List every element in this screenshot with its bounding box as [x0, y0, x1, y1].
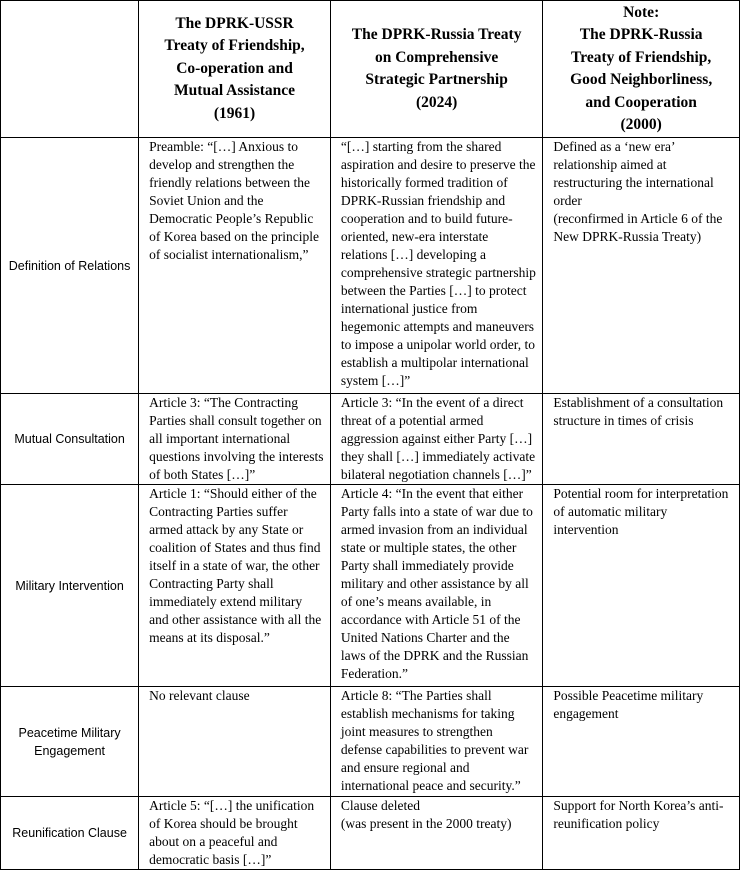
header-line: (1961)	[213, 104, 256, 122]
header-line: (2000)	[620, 116, 662, 133]
header-line: Co-operation and	[176, 59, 293, 77]
row-label: Military Intervention	[1, 485, 139, 687]
table-row-mutual-consultation	[1, 394, 740, 485]
cell-note: Potential room for interpretation of automatic military intervention	[543, 485, 740, 687]
header-line: The DPRK-Russia	[579, 26, 703, 43]
header-empty-cell	[1, 1, 139, 138]
cell-note: Establishment of a consultation structure in times of crisis	[543, 394, 740, 485]
cell-2024: “[…] starting from the shared aspiration and desire to preserve the historically formed tradition of DPRK-Russian friendship and cooperation and to build future-oriented, new-era interstate relations […] developing a comprehensive strategic partnership between the Parties […] to protect international justice from hegemonic attempts and maneuvers to impose a unipolar world order, to establish a multipolar international system […]”	[330, 138, 542, 394]
row-label: Mutual Consultation	[1, 394, 139, 485]
table-row-definition-of-relations	[1, 138, 740, 394]
header-2000-treaty-note	[543, 1, 740, 138]
header-line: Good Neighborliness,	[570, 71, 713, 88]
cell-2024: Article 8: “The Parties shall establish mechanisms for taking joint measures to strengthen defense capabilities to prevent war and ensure regional and international peace and security.”	[330, 687, 542, 797]
row-label: Reunification Clause	[1, 797, 139, 870]
header-1961-treaty	[139, 1, 331, 138]
table-row-military-intervention	[1, 485, 740, 687]
header-line: Note:	[623, 3, 660, 21]
cell-note: Support for North Korea’s anti-reunification policy	[543, 797, 740, 870]
header-line: Treaty of Friendship,	[164, 37, 305, 55]
row-label: Definition of Relations	[1, 138, 139, 394]
header-line: and Cooperation	[585, 93, 697, 111]
cell-1961: Article 5: “[…] the unification of Korea should be brought about on a peaceful and democratic basis […]”	[139, 797, 331, 870]
header-2024-treaty	[330, 1, 542, 138]
header-line: (2024)	[415, 93, 458, 111]
cell-1961: Article 1: “Should either of the Contracting Parties suffer armed attack by any State or coalition of States and thus find itself in a state of war, the other Contracting Party shall immediately extend military and other assistance with all the means at its disposal.”	[139, 485, 331, 687]
header-row	[1, 1, 740, 138]
cell-1961: Preamble: “[…] Anxious to develop and strengthen the friendly relations between the Soviet Union and the Democratic People’s Republic of Korea based on the principle of socialist internationalism,”	[139, 138, 331, 394]
table-row-reunification-clause	[1, 797, 740, 870]
header-line: The DPRK-Russia Treaty	[351, 26, 522, 43]
cell-1961: Article 3: “The Contracting Parties shall consult together on all important international questions involving the interests of both States […]”	[139, 394, 331, 485]
header-line: on Comprehensive	[374, 48, 499, 66]
cell-2024: Article 4: “In the event that either Party falls into a state of war due to armed invasion from an individual state or multiple states, the other Party shall immediately provide military and other assistance by all of one’s means available, in accordance with Article 51 of the United Nations Charter and the laws of the DPRK and the Russian Federation.”	[330, 485, 542, 687]
header-line: Mutual Assistance	[174, 82, 296, 100]
row-label: Peacetime Military Engagement	[1, 687, 139, 797]
cell-2024: Article 3: “In the event of a direct threat of a potential armed aggression against either Party […] they shall […] immediately activate bilateral negotiation channels […]”	[330, 394, 542, 485]
header-line: The DPRK-USSR	[175, 14, 294, 32]
header-line: Treaty of Friendship,	[571, 48, 712, 66]
cell-2024: Clause deleted (was present in the 2000 treaty)	[330, 797, 542, 870]
cell-note: Possible Peacetime military engagement	[543, 687, 740, 797]
header-line: Strategic Partnership	[365, 71, 508, 88]
cell-note: Defined as a ‘new era’ relationship aimed at restructuring the international order (reconfirmed in Article 6 of the New DPRK-Russia Treaty)	[543, 138, 740, 394]
cell-1961: No relevant clause	[139, 687, 331, 797]
table-row-peacetime-military-engagement	[1, 687, 740, 797]
